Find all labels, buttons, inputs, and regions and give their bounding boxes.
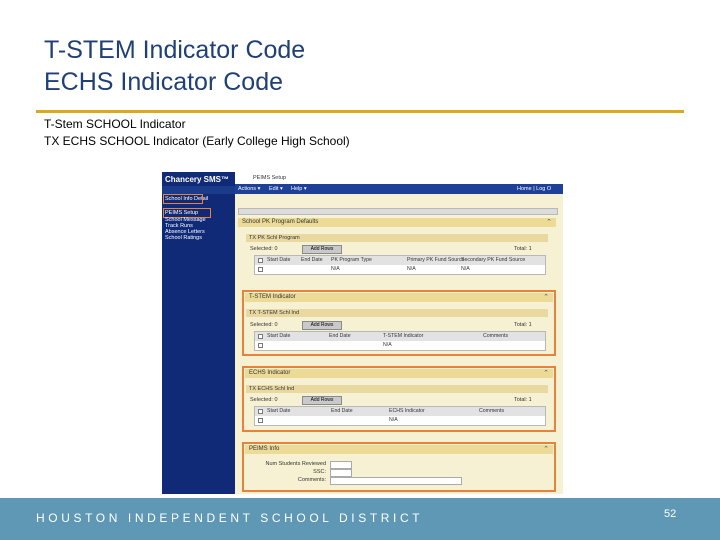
table-cell: N/A <box>407 266 416 272</box>
subtitle-line-2: TX ECHS SCHOOL Indicator (Early College High School) <box>44 134 350 148</box>
table-row[interactable] <box>255 416 545 425</box>
column-header: End Date <box>331 408 353 414</box>
chevron-up-icon[interactable]: ⌃ <box>546 219 552 226</box>
title-divider <box>36 110 684 113</box>
column-header: End Date <box>301 257 323 263</box>
table-header <box>255 407 545 416</box>
tstem-section-header: TX T-STEM Schl Ind <box>246 309 548 317</box>
horizontal-scrollbar[interactable] <box>238 208 558 215</box>
pk-program-panel-header[interactable] <box>238 218 556 227</box>
num-students-label: Num Students Reviewed <box>265 461 326 467</box>
peims-info-panel-title: PEIMS Info <box>249 446 280 452</box>
sidebar-item-track-runs[interactable]: Track Runs <box>165 223 193 229</box>
table-cell: N/A <box>389 417 398 423</box>
page-number: 52 <box>664 508 677 520</box>
app-logo: Chancery SMS™ <box>165 175 230 184</box>
echs-table <box>254 406 546 426</box>
column-header: Secondary PK Fund Source <box>461 257 526 263</box>
column-header: Start Date <box>267 333 291 339</box>
pk-total: Total: 1 <box>514 246 532 252</box>
sidebar-school-info-link[interactable]: School Info Detail <box>165 196 209 202</box>
menu-edit[interactable]: Edit ▾ <box>269 186 283 192</box>
menu-help[interactable]: Help ▾ <box>291 186 307 192</box>
row-checkbox[interactable] <box>258 418 263 423</box>
ssc-input[interactable] <box>330 469 352 477</box>
table-row[interactable] <box>255 341 545 350</box>
peims-info-panel-header[interactable] <box>245 445 553 454</box>
slide-title <box>44 34 305 98</box>
pk-program-panel-title: School PK Program Defaults <box>242 219 319 225</box>
column-header: Start Date <box>267 408 291 414</box>
menu-actions[interactable]: Actions ▾ <box>238 186 261 192</box>
tstem-panel-header[interactable] <box>245 293 553 302</box>
row-checkbox[interactable] <box>258 267 263 272</box>
column-header: T-STEM Indicator <box>383 333 424 339</box>
comments-input[interactable] <box>330 477 462 485</box>
app-menubar <box>235 184 563 194</box>
chevron-up-icon[interactable]: ⌃ <box>543 294 549 301</box>
pk-table <box>254 255 546 275</box>
sidebar-item-school-ratings[interactable]: School Ratings <box>165 235 202 241</box>
app-sidebar <box>162 172 235 494</box>
row-checkbox[interactable] <box>258 343 263 348</box>
app-topbar <box>235 172 563 184</box>
column-header: PK Program Type <box>331 257 372 263</box>
title-line-1: T-STEM Indicator Code <box>44 36 306 64</box>
select-all-checkbox[interactable] <box>258 409 263 414</box>
page-label: PEIMS Setup <box>253 175 287 181</box>
column-header: End Date <box>329 333 351 339</box>
menu-home-logout[interactable]: Home | Log O <box>517 186 552 192</box>
chevron-up-icon[interactable]: ⌃ <box>543 370 549 377</box>
tstem-total: Total: 1 <box>514 322 532 328</box>
select-all-checkbox[interactable] <box>258 258 263 263</box>
pk-selected-count: Selected: 0 <box>250 246 278 252</box>
table-header <box>255 332 545 341</box>
subtitle-line-1: T-Stem SCHOOL Indicator <box>44 117 186 131</box>
pk-section-header: TX PK Schl Program <box>246 234 548 242</box>
column-header: Start Date <box>267 257 291 263</box>
table-cell: N/A <box>383 342 392 348</box>
echs-total: Total: 1 <box>514 397 532 403</box>
echs-section-header: TX ECHS Schl Ind <box>246 385 548 393</box>
pk-add-rows-button[interactable]: Add Rows <box>302 245 342 254</box>
title-line-2: ECHS Indicator Code <box>44 68 284 96</box>
echs-selected-count: Selected: 0 <box>250 397 278 403</box>
highlight-school-info <box>163 194 203 204</box>
select-all-checkbox[interactable] <box>258 334 263 339</box>
chevron-up-icon[interactable]: ⌃ <box>543 446 549 453</box>
sidebar-item-absence-letters[interactable]: Absence Letters <box>165 229 205 235</box>
column-header: ECHS Indicator <box>389 408 425 414</box>
sidebar-item-school-message[interactable]: School Message <box>165 217 206 223</box>
tstem-selected-count: Selected: 0 <box>250 322 278 328</box>
tstem-table <box>254 331 546 351</box>
ssc-label: SSC: <box>313 469 326 475</box>
comments-label: Comments: <box>297 477 326 483</box>
app-screenshot <box>162 172 563 494</box>
column-header: Comments <box>483 333 509 339</box>
sidebar-item-peims-setup[interactable]: PEIMS Setup <box>165 210 199 216</box>
table-cell: N/A <box>331 266 340 272</box>
subtitle-block <box>44 116 350 150</box>
table-header <box>255 256 545 265</box>
echs-panel-header[interactable] <box>245 369 553 378</box>
column-header: Comments <box>479 408 505 414</box>
column-header: Primary PK Fund Source <box>407 257 465 263</box>
table-row[interactable] <box>255 265 545 274</box>
tstem-add-rows-button[interactable]: Add Rows <box>302 321 342 330</box>
echs-add-rows-button[interactable]: Add Rows <box>302 396 342 405</box>
table-cell: N/A <box>461 266 470 272</box>
num-students-input[interactable] <box>330 461 352 469</box>
tstem-panel-title: T-STEM Indicator <box>249 294 296 300</box>
echs-panel-title: ECHS Indicator <box>249 370 291 376</box>
footer-district-name: HOUSTON INDEPENDENT SCHOOL DISTRICT <box>36 511 424 525</box>
